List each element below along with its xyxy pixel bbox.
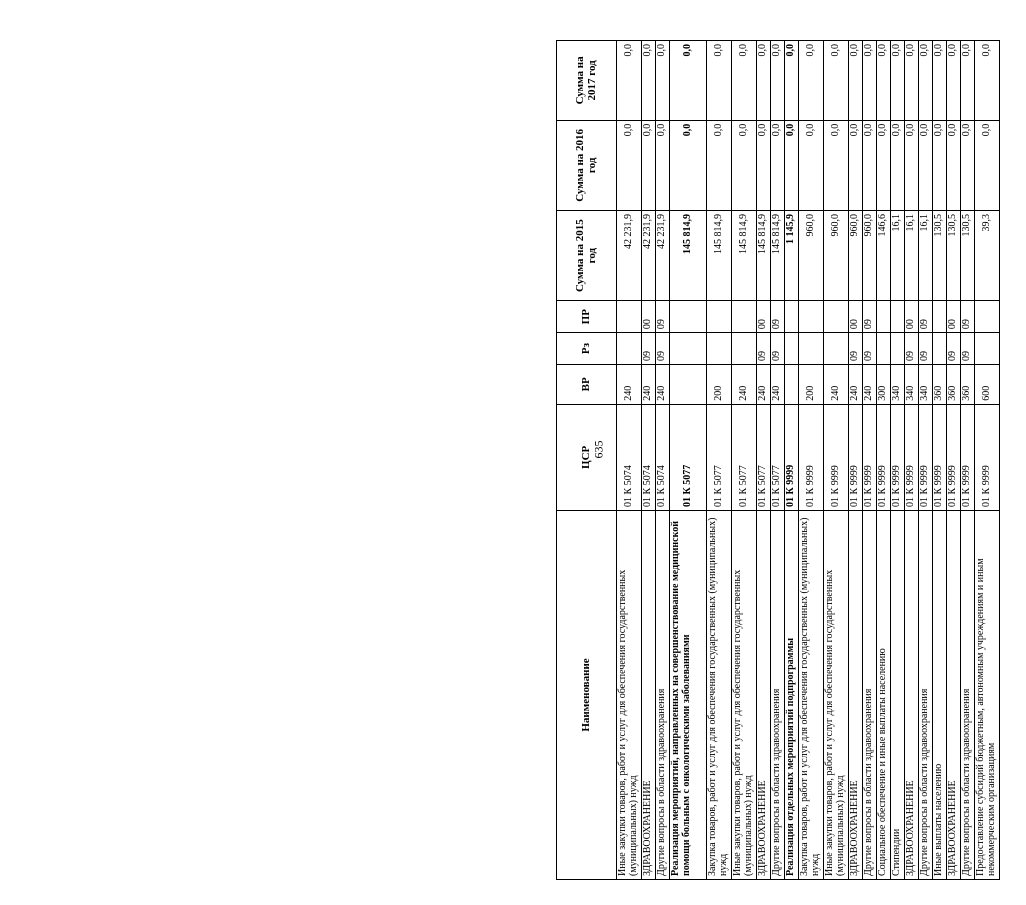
cell-csr: 01 К 9999	[975, 404, 1000, 510]
cell-sum-2017: 0,0	[961, 41, 975, 121]
cell-rz	[824, 333, 849, 365]
cell-pr	[891, 301, 905, 333]
cell-sum-2015: 130,5	[933, 210, 947, 300]
cell-sum-2015: 1 145,9	[785, 210, 799, 300]
cell-pr	[933, 301, 947, 333]
table-row	[961, 41, 975, 880]
cell-csr: 01 К 5077	[757, 404, 771, 510]
cell-rz: 09	[947, 333, 961, 365]
cell-csr: 01 К 9999	[799, 404, 824, 510]
cell-rz: 09	[656, 333, 670, 365]
cell-sum-2015: 145 814,9	[732, 210, 757, 300]
table-row	[732, 41, 757, 880]
table-row	[617, 41, 642, 880]
cell-name: Закупка товаров, работ и услуг для обеспечения государственных (муниципальных) нужд	[707, 510, 732, 879]
cell-name: Иные закупки товаров, работ и услуг для обеспечения государственных (муниципальных) нужд	[824, 510, 849, 879]
cell-name: Другие вопросы в области здравоохранения	[771, 510, 785, 879]
table-body	[617, 41, 1000, 880]
cell-sum-2017: 0,0	[670, 41, 707, 121]
cell-vr	[785, 364, 799, 404]
cell-vr: 340	[919, 364, 933, 404]
cell-sum-2017: 0,0	[785, 41, 799, 121]
cell-name: Другие вопросы в области здравоохранения	[656, 510, 670, 879]
cell-vr: 240	[849, 364, 863, 404]
cell-name: ЗДРАВООХРАНЕНИЕ	[947, 510, 961, 879]
cell-name: Закупка товаров, работ и услуг для обеспечения государственных (муниципальных) нужд	[799, 510, 824, 879]
cell-sum-2015: 42 231,9	[642, 210, 656, 300]
cell-pr	[877, 301, 891, 333]
cell-sum-2015: 145 814,9	[707, 210, 732, 300]
header-rz: Рз	[557, 333, 617, 365]
cell-rz: 09	[771, 333, 785, 365]
cell-sum-2017: 0,0	[877, 41, 891, 121]
cell-pr	[617, 301, 642, 333]
table-row	[670, 41, 707, 880]
cell-pr: 00	[757, 301, 771, 333]
cell-sum-2015: 960,0	[824, 210, 849, 300]
table-row	[642, 41, 656, 880]
cell-name: Реализация отдельных мероприятий подпрограммы	[785, 510, 799, 879]
cell-csr: 01 К 9999	[919, 404, 933, 510]
rotated-table-container	[556, 40, 1026, 880]
cell-sum-2017: 0,0	[757, 41, 771, 121]
cell-pr: 09	[656, 301, 670, 333]
cell-sum-2017: 0,0	[771, 41, 785, 121]
cell-name: Иные выплаты населению	[933, 510, 947, 879]
cell-sum-2017: 0,0	[799, 41, 824, 121]
cell-sum-2015: 39,3	[975, 210, 1000, 300]
cell-pr: 09	[771, 301, 785, 333]
cell-vr: 340	[905, 364, 919, 404]
cell-rz: 09	[642, 333, 656, 365]
cell-vr: 240	[732, 364, 757, 404]
cell-sum-2015: 42 231,9	[617, 210, 642, 300]
header-sum-2017: Сумма на 2017 год	[557, 41, 617, 121]
cell-sum-2015: 145 814,9	[670, 210, 707, 300]
header-vr: ВР	[557, 364, 617, 404]
cell-sum-2015: 42 231,9	[656, 210, 670, 300]
cell-rz: 09	[961, 333, 975, 365]
cell-rz: 09	[757, 333, 771, 365]
cell-sum-2015: 960,0	[849, 210, 863, 300]
cell-sum-2017: 0,0	[891, 41, 905, 121]
cell-csr: 01 К 9999	[877, 404, 891, 510]
cell-pr: 09	[961, 301, 975, 333]
header-csr: ЦСР	[557, 404, 617, 510]
cell-csr: 01 К 5074	[617, 404, 642, 510]
cell-vr: 200	[799, 364, 824, 404]
cell-sum-2016: 0,0	[799, 120, 824, 210]
cell-rz	[707, 333, 732, 365]
cell-csr: 01 К 9999	[905, 404, 919, 510]
cell-vr: 360	[947, 364, 961, 404]
cell-rz	[975, 333, 1000, 365]
cell-sum-2015: 145 814,9	[757, 210, 771, 300]
cell-sum-2015: 16,1	[919, 210, 933, 300]
cell-rz: 09	[905, 333, 919, 365]
cell-sum-2016: 0,0	[771, 120, 785, 210]
cell-sum-2017: 0,0	[656, 41, 670, 121]
cell-sum-2016: 0,0	[891, 120, 905, 210]
cell-vr: 240	[656, 364, 670, 404]
header-pr: ПР	[557, 301, 617, 333]
table-row	[975, 41, 1000, 880]
cell-sum-2017: 0,0	[732, 41, 757, 121]
table-header-row	[557, 41, 617, 880]
cell-pr	[785, 301, 799, 333]
cell-sum-2016: 0,0	[824, 120, 849, 210]
table-row	[799, 41, 824, 880]
cell-sum-2016: 0,0	[947, 120, 961, 210]
cell-csr: 01 К 5077	[707, 404, 732, 510]
cell-sum-2015: 960,0	[799, 210, 824, 300]
cell-pr	[707, 301, 732, 333]
cell-rz	[799, 333, 824, 365]
cell-csr: 01 К 9999	[863, 404, 877, 510]
cell-sum-2017: 0,0	[617, 41, 642, 121]
cell-sum-2016: 0,0	[849, 120, 863, 210]
cell-sum-2017: 0,0	[975, 41, 1000, 121]
table-row	[863, 41, 877, 880]
cell-rz: 09	[919, 333, 933, 365]
cell-vr: 360	[961, 364, 975, 404]
cell-sum-2017: 0,0	[863, 41, 877, 121]
header-name: Наименование	[557, 510, 617, 879]
table-row	[656, 41, 670, 880]
cell-name: Другие вопросы в области здравоохранения	[919, 510, 933, 879]
table-row	[757, 41, 771, 880]
cell-pr	[799, 301, 824, 333]
cell-sum-2016: 0,0	[656, 120, 670, 210]
cell-sum-2016: 0,0	[975, 120, 1000, 210]
table-row	[824, 41, 849, 880]
cell-sum-2015: 16,1	[905, 210, 919, 300]
cell-pr	[975, 301, 1000, 333]
cell-pr: 00	[905, 301, 919, 333]
cell-rz	[933, 333, 947, 365]
cell-name: Реализация мероприятий, направленных на совершенствование медицинской помощи больным с онкологическими заболеваниями	[670, 510, 707, 879]
cell-pr: 09	[919, 301, 933, 333]
cell-name: Стипендии	[891, 510, 905, 879]
cell-rz	[732, 333, 757, 365]
cell-pr: 00	[947, 301, 961, 333]
cell-vr: 240	[617, 364, 642, 404]
cell-csr: 01 К 9999	[961, 404, 975, 510]
cell-sum-2016: 0,0	[732, 120, 757, 210]
cell-rz	[785, 333, 799, 365]
cell-sum-2016: 0,0	[961, 120, 975, 210]
cell-csr: 01 К 5074	[656, 404, 670, 510]
cell-csr: 01 К 9999	[947, 404, 961, 510]
cell-name: Другие вопросы в области здравоохранения	[863, 510, 877, 879]
cell-vr: 240	[771, 364, 785, 404]
cell-sum-2015: 130,5	[961, 210, 975, 300]
cell-sum-2016: 0,0	[670, 120, 707, 210]
cell-csr: 01 К 5074	[642, 404, 656, 510]
cell-sum-2016: 0,0	[933, 120, 947, 210]
table-row	[905, 41, 919, 880]
cell-vr: 240	[824, 364, 849, 404]
cell-rz: 09	[849, 333, 863, 365]
cell-csr: 01 К 9999	[824, 404, 849, 510]
table-row	[771, 41, 785, 880]
cell-pr: 00	[642, 301, 656, 333]
cell-sum-2016: 0,0	[707, 120, 732, 210]
cell-pr: 00	[849, 301, 863, 333]
cell-sum-2016: 0,0	[757, 120, 771, 210]
budget-table	[556, 40, 1000, 880]
cell-csr: 01 К 5077	[771, 404, 785, 510]
cell-sum-2015: 960,0	[863, 210, 877, 300]
cell-vr: 200	[707, 364, 732, 404]
cell-rz	[617, 333, 642, 365]
cell-name: ЗДРАВООХРАНЕНИЕ	[849, 510, 863, 879]
cell-vr: 600	[975, 364, 1000, 404]
cell-sum-2015: 16,1	[891, 210, 905, 300]
cell-sum-2016: 0,0	[617, 120, 642, 210]
cell-sum-2017: 0,0	[933, 41, 947, 121]
header-sum-2016: Сумма на 2016 год	[557, 120, 617, 210]
header-sum-2015: Сумма на 2015 год	[557, 210, 617, 300]
cell-vr: 360	[933, 364, 947, 404]
cell-rz	[877, 333, 891, 365]
cell-rz	[670, 333, 707, 365]
cell-sum-2017: 0,0	[905, 41, 919, 121]
cell-sum-2017: 0,0	[824, 41, 849, 121]
cell-name: ЗДРАВООХРАНЕНИЕ	[642, 510, 656, 879]
cell-pr	[670, 301, 707, 333]
cell-name: ЗДРАВООХРАНЕНИЕ	[757, 510, 771, 879]
cell-sum-2016: 0,0	[642, 120, 656, 210]
cell-rz	[891, 333, 905, 365]
cell-sum-2015: 145 814,9	[771, 210, 785, 300]
cell-pr	[732, 301, 757, 333]
table-row	[849, 41, 863, 880]
cell-name: ЗДРАВООХРАНЕНИЕ	[905, 510, 919, 879]
cell-csr: 01 К 9999	[933, 404, 947, 510]
cell-sum-2016: 0,0	[877, 120, 891, 210]
cell-sum-2017: 0,0	[919, 41, 933, 121]
cell-sum-2017: 0,0	[947, 41, 961, 121]
cell-rz: 09	[863, 333, 877, 365]
cell-vr: 240	[642, 364, 656, 404]
table-row	[891, 41, 905, 880]
cell-csr: 01 К 5077	[732, 404, 757, 510]
cell-sum-2016: 0,0	[863, 120, 877, 210]
cell-csr: 01 К 9999	[785, 404, 799, 510]
cell-pr: 09	[863, 301, 877, 333]
table-row	[707, 41, 732, 880]
cell-sum-2017: 0,0	[642, 41, 656, 121]
cell-csr: 01 К 5077	[670, 404, 707, 510]
cell-sum-2017: 0,0	[707, 41, 732, 121]
cell-csr: 01 К 9999	[849, 404, 863, 510]
cell-vr: 300	[877, 364, 891, 404]
cell-name: Социальное обеспечение и иные выплаты населению	[877, 510, 891, 879]
table-row	[877, 41, 891, 880]
cell-sum-2016: 0,0	[919, 120, 933, 210]
table-row	[947, 41, 961, 880]
cell-sum-2016: 0,0	[905, 120, 919, 210]
cell-name: Иные закупки товаров, работ и услуг для обеспечения государственных (муниципальных) нужд	[617, 510, 642, 879]
cell-csr: 01 К 9999	[891, 404, 905, 510]
cell-vr	[670, 364, 707, 404]
cell-name: Иные закупки товаров, работ и услуг для обеспечения государственных (муниципальных) нужд	[732, 510, 757, 879]
cell-sum-2015: 130,5	[947, 210, 961, 300]
cell-vr: 240	[757, 364, 771, 404]
cell-sum-2015: 146,6	[877, 210, 891, 300]
table-row	[785, 41, 799, 880]
cell-vr: 340	[891, 364, 905, 404]
cell-vr: 240	[863, 364, 877, 404]
cell-sum-2017: 0,0	[849, 41, 863, 121]
cell-pr	[824, 301, 849, 333]
cell-sum-2016: 0,0	[785, 120, 799, 210]
cell-name: Предоставление субсидий бюджетным, автономным учреждениям и иным некоммерческим организациям	[975, 510, 1000, 879]
cell-name: Другие вопросы в области здравоохранения	[961, 510, 975, 879]
table-row	[933, 41, 947, 880]
page-number: 635	[591, 440, 606, 459]
table-row	[919, 41, 933, 880]
